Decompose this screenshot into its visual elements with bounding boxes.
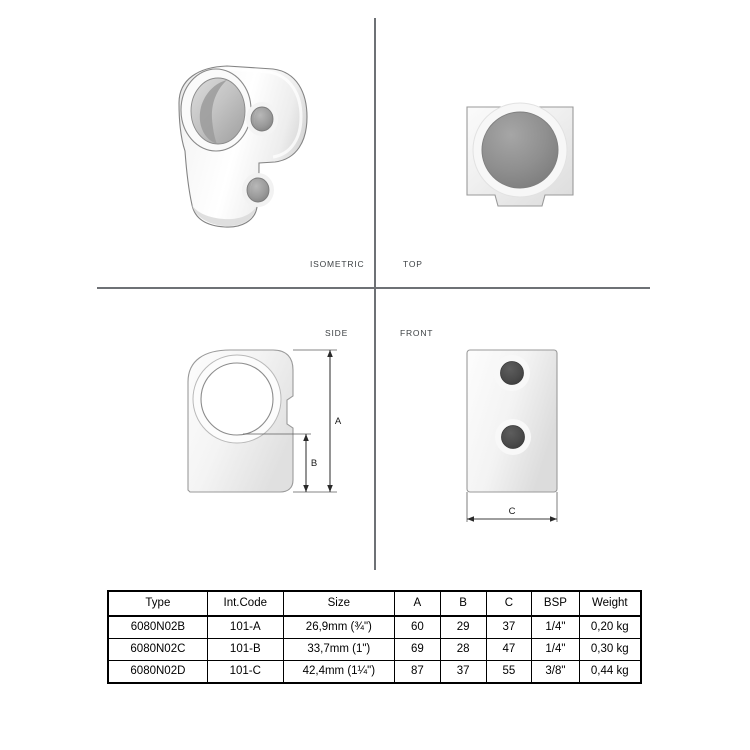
front-view-drawing — [450, 340, 610, 530]
cell-a: 69 — [394, 639, 440, 661]
table-row — [109, 661, 641, 683]
cell-int-code: 101-C — [207, 661, 283, 683]
table-header-row — [109, 592, 641, 617]
top-bore — [482, 112, 558, 188]
column-header-a: A — [394, 592, 440, 617]
cell-c: 37 — [486, 616, 532, 639]
cell-a: 60 — [394, 616, 440, 639]
isometric-view-drawing — [155, 55, 330, 235]
view-label-isometric: ISOMETRIC — [310, 259, 365, 269]
cell-b: 37 — [440, 661, 486, 683]
cell-int-code: 101-B — [207, 639, 283, 661]
column-header-b: B — [440, 592, 486, 617]
column-header-c: C — [486, 592, 532, 617]
cell-b: 29 — [440, 616, 486, 639]
isometric-lower-hole — [247, 178, 269, 202]
specification-table — [108, 591, 641, 683]
cell-size: 26,9mm (¾") — [283, 616, 394, 639]
cell-weight: 0,30 kg — [579, 639, 640, 661]
quadrant-divider-horizontal — [97, 287, 650, 289]
front-upper-hole — [501, 362, 524, 385]
cell-size: 33,7mm (1") — [283, 639, 394, 661]
table-row — [109, 616, 641, 639]
front-lower-hole — [502, 426, 525, 449]
side-view-drawing — [175, 340, 355, 510]
cell-type: 6080N02D — [109, 661, 208, 683]
cell-c: 47 — [486, 639, 532, 661]
cell-weight: 0,44 kg — [579, 661, 640, 683]
top-view-drawing — [450, 85, 590, 225]
dim-b-arrow-top — [303, 434, 309, 441]
column-header-bsp: BSP — [532, 592, 579, 617]
cell-weight: 0,20 kg — [579, 616, 640, 639]
dim-b-label: B — [310, 458, 318, 469]
column-header-weight: Weight — [579, 592, 640, 617]
cell-bsp: 1/4" — [532, 639, 579, 661]
cell-int-code: 101-A — [207, 616, 283, 639]
dim-c-arrow-left — [467, 516, 474, 522]
dim-a-arrow-top — [327, 350, 333, 357]
cell-type: 6080N02C — [109, 639, 208, 661]
side-bore — [201, 363, 273, 435]
dim-a-arrow-bottom — [327, 485, 333, 492]
dim-a-label: A — [334, 416, 342, 427]
cell-c: 55 — [486, 661, 532, 683]
cell-b: 28 — [440, 639, 486, 661]
cell-bsp: 1/4" — [532, 616, 579, 639]
dim-c-label: C — [508, 506, 516, 517]
isometric-upper-hole — [251, 107, 273, 131]
cell-size: 42,4mm (1¼") — [283, 661, 394, 683]
view-label-side: SIDE — [325, 328, 349, 338]
dim-b-arrow-bottom — [303, 485, 309, 492]
quadrant-divider-vertical — [374, 18, 376, 570]
view-label-front: FRONT — [400, 328, 434, 338]
cell-a: 87 — [394, 661, 440, 683]
view-label-top: TOP — [403, 259, 423, 269]
column-header-type: Type — [109, 592, 208, 617]
column-header-size: Size — [283, 592, 394, 617]
table-row — [109, 639, 641, 661]
dim-c-arrow-right — [550, 516, 557, 522]
cell-type: 6080N02B — [109, 616, 208, 639]
cell-bsp: 3/8" — [532, 661, 579, 683]
column-header-int-code: Int.Code — [207, 592, 283, 617]
